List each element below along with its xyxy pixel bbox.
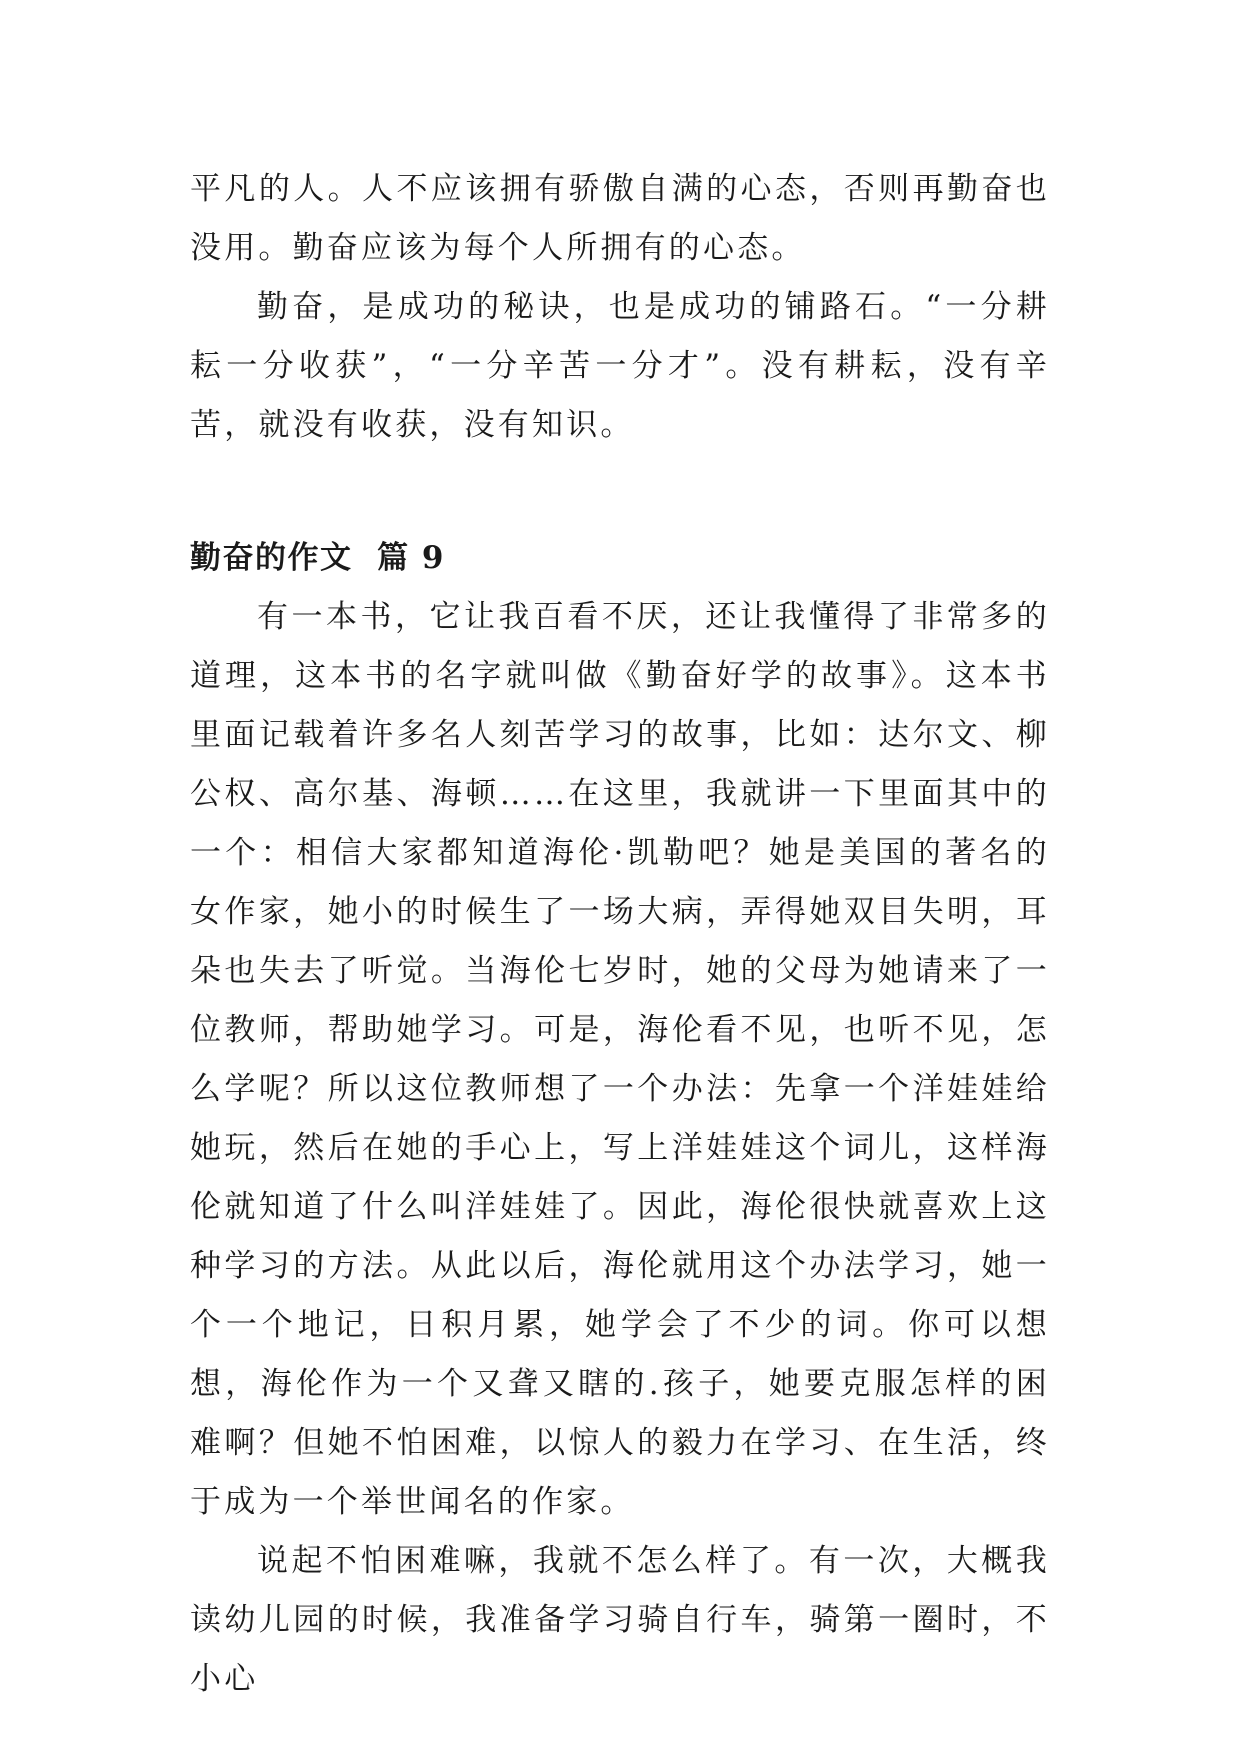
section-spacer [190,455,1050,529]
paragraph: 平凡的人。人不应该拥有骄傲自满的心态，否则再勤奋也没用。勤奋应该为每个人所拥有的心态。 [190,171,1050,266]
paragraph: 说起不怕困难嘛，我就不怎么样了。有一次，大概我读幼儿园的时候，我准备学习骑自行车，骑第一圈时，不小心 [190,1543,1050,1697]
paragraph: 勤奋，是成功的秘诀，也是成功的铺路石。“一分耕耘一分收获”，“一分辛苦一分才”。没有耕耘，没有辛苦，就没有收获，没有知识。 [190,289,1050,443]
document-body [190,160,1050,1709]
paragraph: 有一本书，它让我百看不厌，还让我懂得了非常多的道理，这本书的名字就叫做《勤奋好学的故事》。这本书里面记载着许多名人刻苦学习的故事，比如：达尔文、柳公权、高尔基、海顿……在这里，我就讲一下里面其中的一个：相信大家都知道海伦·凯勒吧？她是美国的著名的女作家，她小的时候生了一场大病，弄得她双目失明，耳朵也失去了听觉。当海伦七岁时，她的父母为她请来了一位教师，帮助她学习。可是，海伦看不见，也听不见，怎么学呢？所以这位教师想了一个办法：先拿一个洋娃娃给她玩，然后在她的手心上，写上洋娃娃这个词儿，这样海伦就知道了什么叫洋娃娃了。因此，海伦很快就喜欢上这种学习的方法。从此以后，海伦就用这个办法学习，她一个一个地记，日积月累，她学会了不少的词。你可以想想，海伦作为一个又聋又瞎的.孩子，她要克服怎样的困难啊？但她不怕困难，以惊人的毅力在学习、在生活，终于成为一个举世闻名的作家。 [190,599,1050,1520]
section-heading: 勤奋的作文 篇 9 [190,540,445,576]
